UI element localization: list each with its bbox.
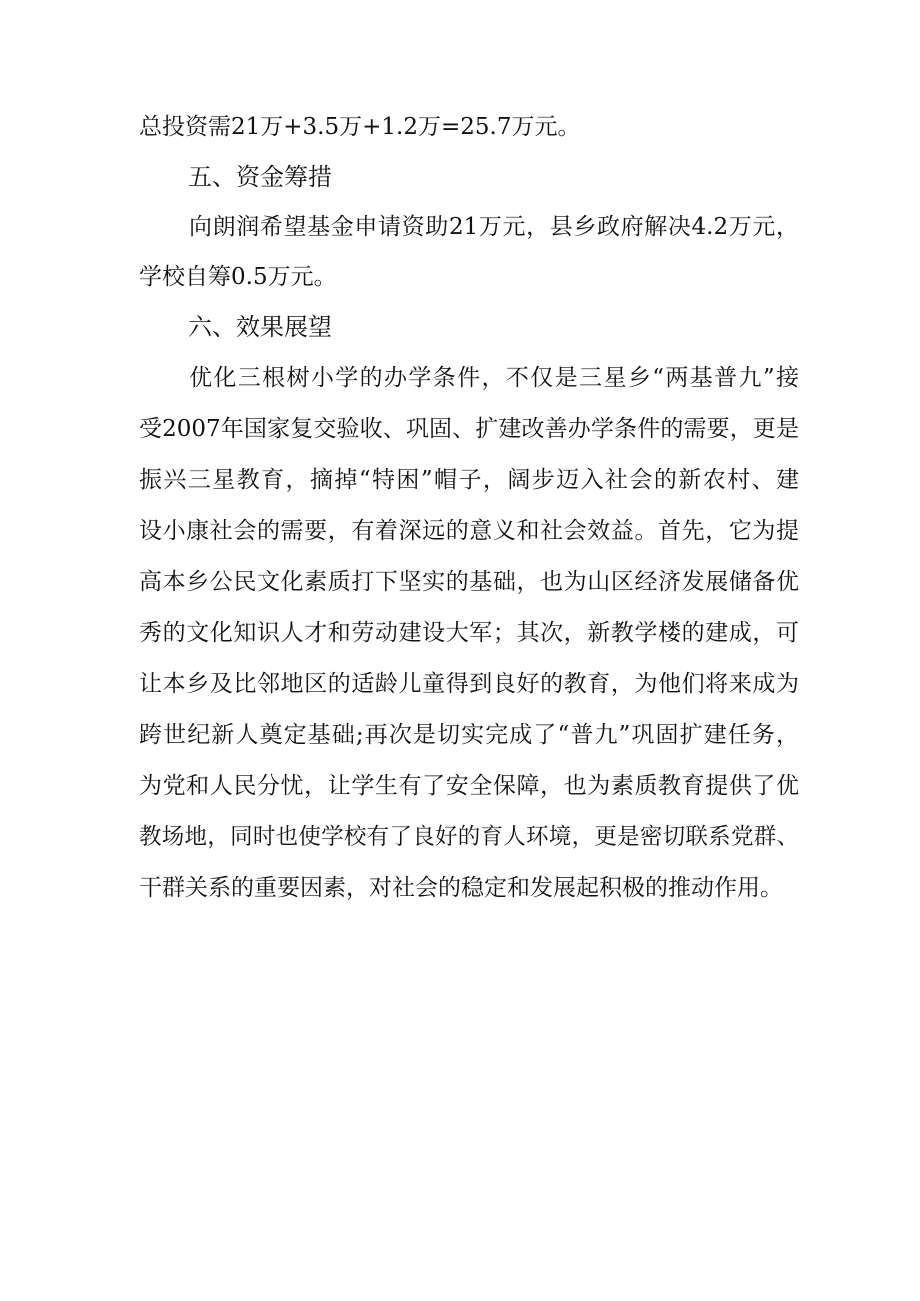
section-heading-outlook: 六、效果展望 [188, 313, 332, 341]
paragraph-line: 跨世纪新人奠定基础;再次是切实完成了“普九”巩固扩建任务， [139, 722, 799, 748]
paragraph-line: 高本乡公民文化素质打下坚实的基础，也为山区经济发展储备优 [139, 569, 799, 595]
paragraph-line: 教场地，同时也使学校有了良好的育人环境，更是密切联系党群、 [139, 824, 799, 850]
section-heading-funding: 五、资金筹措 [188, 163, 332, 191]
paragraph-line: 向朗润希望基金申请资助21万元，县乡政府解决4.2万元， [189, 214, 799, 240]
paragraph-line: 学校自筹0.5万元。 [139, 264, 337, 290]
paragraph-line: 设小康社会的需要，有着深远的意义和社会效益。首先，它为提 [139, 518, 799, 544]
paragraph-line: 振兴三星教育，摘掉“特困”帽子，阔步迈入社会的新农村、建 [139, 467, 799, 493]
paragraph-line: 秀的文化知识人才和劳动建设大军；其次，新教学楼的建成，可 [139, 620, 799, 646]
investment-total-line: 总投资需21万+3.5万+1.2万=25.7万元。 [139, 114, 581, 140]
paragraph-line: 优化三根树小学的办学条件，不仅是三星乡“两基普九”接 [189, 365, 799, 391]
paragraph-line: 为党和人民分忧，让学生有了安全保障，也为素质教育提供了优 [139, 773, 799, 799]
paragraph-line: 受2007年国家复交验收、巩固、扩建改善办学条件的需要，更是 [139, 416, 799, 442]
paragraph-line: 让本乡及比邻地区的适龄儿童得到良好的教育，为他们将来成为 [139, 671, 799, 697]
paragraph-line: 干群关系的重要因素，对社会的稳定和发展起积极的推动作用。 [139, 875, 783, 901]
